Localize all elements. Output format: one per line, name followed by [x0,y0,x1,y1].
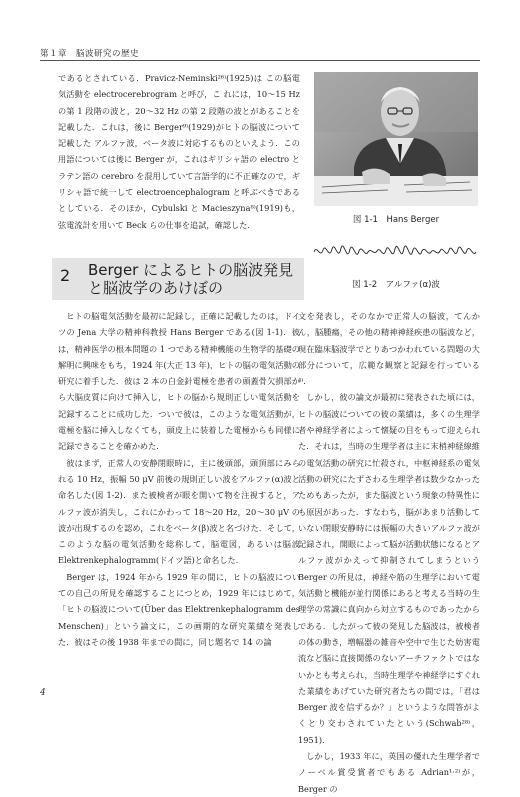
text-column-bottom-right [298,308,480,794]
hans-berger-photo [314,72,478,206]
figure-caption-1: 図 1-1 Hans Berger [352,215,440,225]
page-number: 4 [40,688,46,698]
paragraph: 彼はまず，正常人の安静閉眼時に，主に後頭部，頭頂部にみられる 10 Hz，振幅 50 μV 前後の規則正しい波をアルファ(α)波と命名した(図 1-2)．また被検者が眼を開いて物を注視すると，アルファ波が消失し，これにかわって 18～20 Hz，20～30 μV の波が出現するのを認め，これをベータ(β)波と名づけた．そして，このような脳の電気活動を総称して，脳電図，あるいは脳波 Elektrenkephalogramm(ドイツ語)と命名した． [58,457,300,566]
paragraph: 文を発表し，そのなかで正常人の脳波，てんかん，脳腫瘍，その他の精神神経疾患の脳波など，現在臨床脳波学でとりあつかわれている問題の大部分について，広範な観察と記録を行っている⁴⁾． [298,311,480,387]
section-title: Berger によるヒトの脳波発見と脳波学のあけぼの [88,261,294,297]
section-heading [52,258,304,300]
running-header: 第１章 脳波研究の歴史 [40,49,140,59]
paragraph: しかし，1933 年に，英国の優れた生理学者でノーベル賞受賞者でもある Adrian¹·²⁾が，Berger の [298,751,480,794]
paragraph: であるとされている．Pravicz-Neminski²⁶⁾(1925)は この脳電気活動を electrocerebrogram と呼び，こ れには，10～15 Hz の第 1 段階の波と，20～32 Hz の第 2 段階の波とがあることを記載した．これは，後に Berger⁹⁾(1929)がヒトの脳波について記載した アルファ波，ベータ波に対応するものといえよう．この用語については後に Berger が，これはギリシャ語の electro とラテン語の cerebro を混用していて言語学的に不正確なので，ギリシャ語で統一して electroencephalogram と呼ぶべきであるとしている．そのほか，Cybulski と Macieszyna⁸⁾(1919)も，弦電流計を用いて Beck らの仕事を追試，確認した． [58,73,300,230]
paragraph: ヒトの脳電気活動を最初に記録し，正確に記載したのは，ドイツの Jena 大学の精神科教授 Hans Berger である(図 1-1)．彼は，精神医学の根本問題の 1 つである精神機能の生物学的基礎の解明に興味をもち，1924 年(大正 13 年)，ヒトの脳の電気活動の研究に着手した．彼は 2 本の白金針電極を患者の頭蓋骨欠損部から大脳皮質に向けて挿入し，ヒトの脳から規則正しい電気活動を記録することに成功した．ついで彼は，このような電気活動が，電極を脳に挿入しなくても，頭皮上に装着した電極からも同様に記録できることを確かめた． [58,311,300,452]
text-column-bottom-left [58,308,300,678]
figure-caption-2: 図 1-2 アルファ(α)波 [352,280,440,290]
text-column-top-left [58,70,300,244]
section-number: 2 [60,266,71,285]
paragraph: しかし，彼の論文が最初に発表された頃には，ヒトの脳波についての彼の業績は，多くの生理学者や神経学者によって懐疑の目をもって迎えられた．それは，当時の生理学者は主に末梢神経線維の電気活動の研究に忙殺され，中枢神経系の電気活動の研究にたずさわる生理学者は数少なかったためもあったが，また脳波という現象の特異性にも原因があった．すなわち，脳があまり活動していない閉眼安静時には振幅の大きいアルファ波が記録され，開眼によって脳が活動状態になるとアルファ波がかえって抑制されてしまうという Berger の所見は，神経や筋の生理学において電気活動と機能が並行関係にあると考える当時の生理学の常識に真向から対立するものであったからである．したがって彼の発見した脳波は，被検者の体の動き，増幅器の雑音や空中で生じた妨害電流など脳に直接関係のないアーチファクトではないかとも考えられ，当時生理学や神経学にすぐれた業績をあげていた研究者たちの間では，「君は Berger 波を信ずるか？」というような問答がよくとり交わされていたという(Schwab²⁸⁾，1951)． [298,392,480,745]
paragraph: Berger は，1924 年から 1929 年の間に，ヒトの脳波についての自己の所見を確認することにつとめ，1929 年にはじめて，「ヒトの脳波について(Über das Elektrenkephalogramm des Menschen)」という論文に，この画期的な研究業績を発表した．彼はその後 1938 年までの間に，同じ題名で 14 の論 [58,571,300,647]
header-rule [40,60,480,61]
alpha-wave-figure [312,232,480,272]
